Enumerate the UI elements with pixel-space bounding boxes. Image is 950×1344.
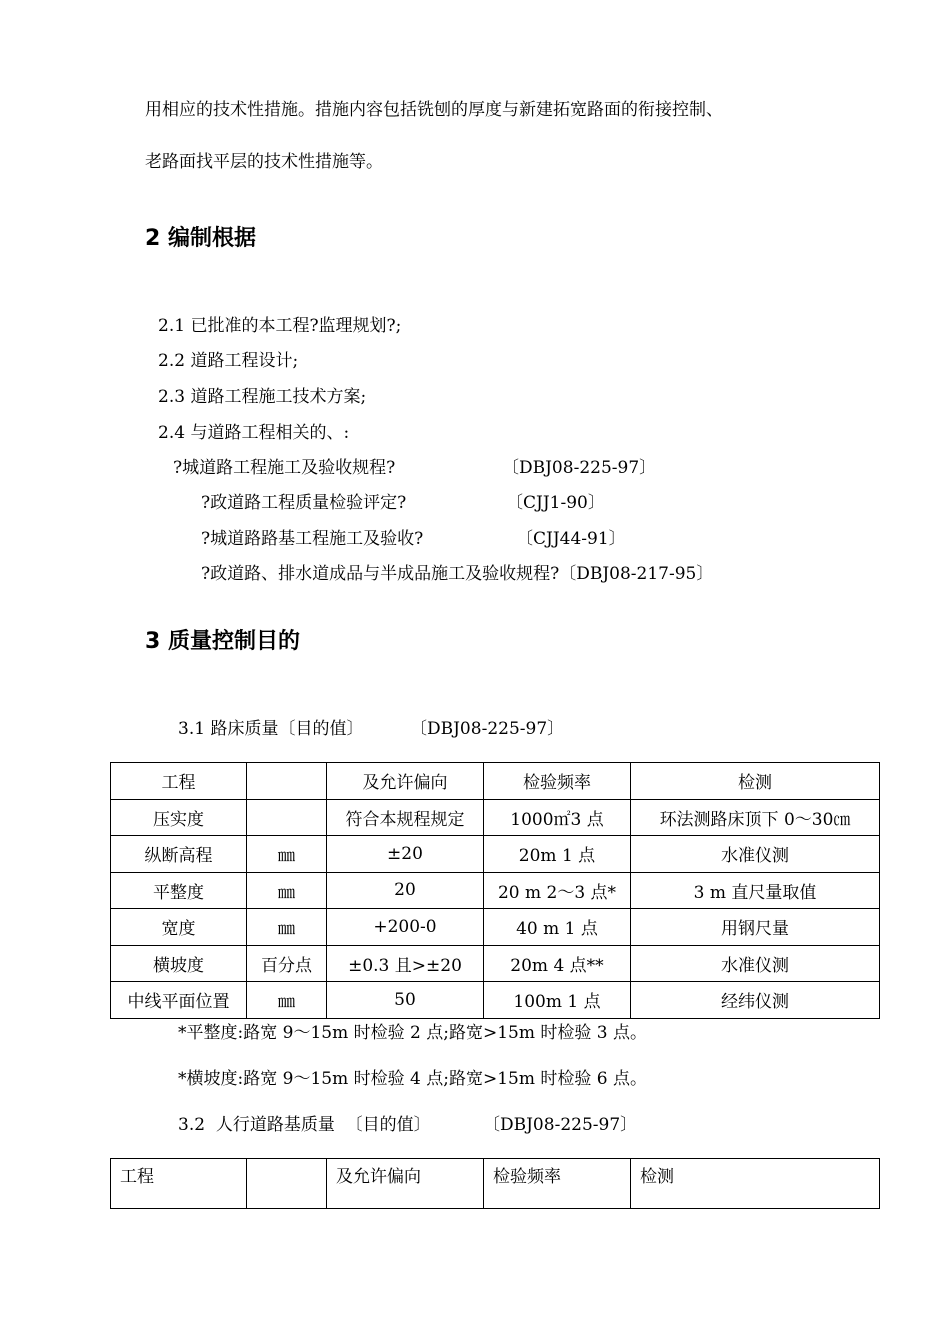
basis-item-4: 2.4 与道路工程相关的、: [158,423,350,443]
cell-frequency: 100m 1 点 [484,982,631,1019]
cell-unit: 百分点 [247,945,327,982]
roadbed-quality-table [110,762,880,1019]
standard-3-code: 〔CJJ44-91〕 [516,529,626,549]
table-row [111,982,880,1019]
sidewalk-subgrade-table [110,1158,880,1209]
standard-2-code: 〔CJJ1-90〕 [506,493,605,513]
section-2-heading: 2 编制根据 [145,226,256,251]
note-flatness: *平整度:路宽 9～15m 时检验 2 点;路宽>15m 时检验 3 点。 [178,1023,647,1043]
cell-item: 宽度 [111,909,247,946]
header-tolerance: 及允许偏向 [327,763,484,800]
section-3-heading: 3 质量控制目的 [145,629,300,654]
header-tolerance: 及允许偏向 [327,1159,484,1209]
standard-1-name: ?城道路工程施工及验收规程? [173,458,396,478]
header-item: 工程 [111,1159,247,1209]
cell-tolerance: ±20 [327,836,484,873]
header-item: 工程 [111,763,247,800]
cell-tolerance: ±0.3 且>±20 [327,945,484,982]
header-method: 检测 [631,763,880,800]
cell-tolerance: 50 [327,982,484,1019]
cell-item: 平整度 [111,872,247,909]
standard-2-name: ?政道路工程质量检验评定? [201,493,407,513]
cell-unit: ㎜ [247,982,327,1019]
cell-method: 经纬仪测 [631,982,880,1019]
standard-3-name: ?城道路路基工程施工及验收? [201,529,424,549]
cell-item: 纵断高程 [111,836,247,873]
table-row [111,836,880,873]
intro-line-1: 用相应的技术性措施。措施内容包括铣刨的厚度与新建拓宽路面的衔接控制、 [145,100,723,120]
table-row [111,909,880,946]
header-unit [247,1159,327,1209]
cell-frequency: 20 m 2～3 点* [484,872,631,909]
standard-1-code: 〔DBJ08-225-97〕 [502,458,657,478]
subsection-3-2-code: 〔DBJ08-225-97〕 [483,1115,638,1135]
cell-unit [247,799,327,836]
cell-item: 横坡度 [111,945,247,982]
cell-method: 水准仪测 [631,836,880,873]
note-cross-slope: *横坡度:路宽 9～15m 时检验 4 点;路宽>15m 时检验 6 点。 [178,1069,647,1089]
cell-frequency: 20m 4 点** [484,945,631,982]
cell-method: 水准仪测 [631,945,880,982]
basis-item-3: 2.3 道路工程施工技术方案; [158,387,367,407]
standard-4-name: ?政道路、排水道成品与半成品施工及验收规程?〔DBJ08-217-95〕 [201,564,714,584]
cell-tolerance: 符合本规程规定 [327,799,484,836]
cell-tolerance: 20 [327,872,484,909]
cell-method: 用钢尺量 [631,909,880,946]
cell-tolerance: +200-0 [327,909,484,946]
cell-item: 中线平面位置 [111,982,247,1019]
subsection-3-2-label: 3.2 人行道路基质量 〔目的值〕 [178,1115,431,1135]
table-header-row [111,763,880,800]
table-row [111,945,880,982]
table-row [111,872,880,909]
cell-unit: ㎜ [247,836,327,873]
cell-frequency: 1000㎡3 点 [484,799,631,836]
subsection-3-1-label: 3.1 路床质量〔目的值〕 [178,719,364,739]
basis-item-2: 2.2 道路工程设计; [158,351,299,371]
table-header-row [111,1159,880,1209]
cell-unit: ㎜ [247,872,327,909]
subsection-3-1-code: 〔DBJ08-225-97〕 [410,719,565,739]
basis-item-1: 2.1 已批准的本工程?监理规划?; [158,316,402,336]
cell-frequency: 20m 1 点 [484,836,631,873]
header-method: 检测 [631,1159,880,1209]
cell-method: 环法测路床顶下 0～30㎝ [631,799,880,836]
header-frequency: 检验频率 [484,1159,631,1209]
header-frequency: 检验频率 [484,763,631,800]
cell-method: 3 m 直尺量取值 [631,872,880,909]
header-unit [247,763,327,800]
cell-unit: ㎜ [247,909,327,946]
cell-frequency: 40 m 1 点 [484,909,631,946]
intro-line-2: 老路面找平层的技术性措施等。 [145,152,383,172]
table-row [111,799,880,836]
cell-item: 压实度 [111,799,247,836]
